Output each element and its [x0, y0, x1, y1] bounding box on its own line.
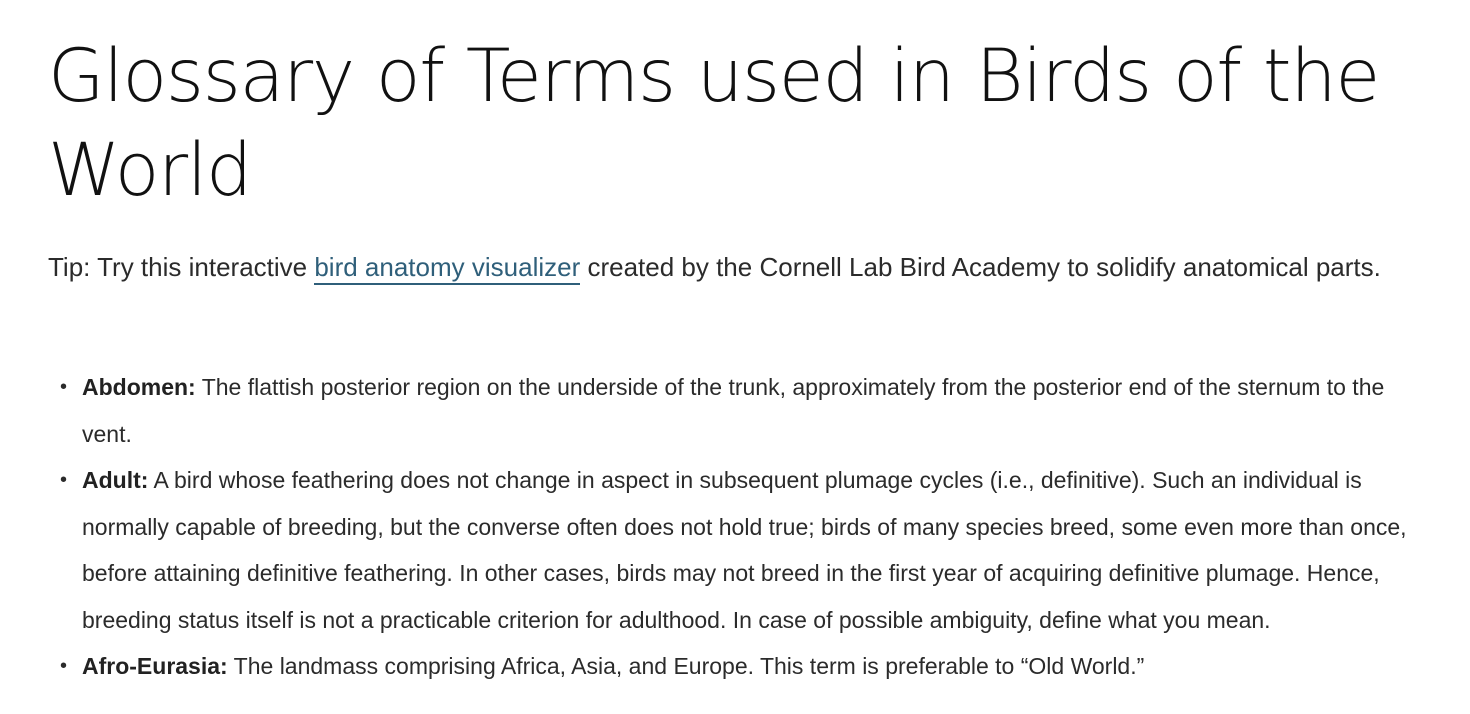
tip-paragraph — [48, 244, 1428, 291]
glossary-entry — [48, 643, 1428, 690]
glossary-term: Adult: — [82, 467, 149, 493]
glossary-entry — [48, 457, 1428, 643]
bird-anatomy-visualizer-link[interactable]: bird anatomy visualizer — [314, 252, 580, 285]
tip-suffix: created by the Cornell Lab Bird Academy to solidify anatomical parts. — [580, 252, 1381, 282]
glossary-list — [48, 364, 1428, 690]
glossary-entry — [48, 364, 1428, 457]
glossary-term: Afro-Eurasia: — [82, 653, 228, 679]
glossary-definition: A bird whose feathering does not change in aspect in subsequent plumage cycles (i.e., definitive). Such an individual is normally capable of breeding, but the converse often does not hold true; birds of many species breed, some even more than once, before attaining definitive feathering. In other cases, birds may not breed in the first year of acquiring definitive plumage. Hence, breeding status itself is not a practicable criterion for adulthood. In case of possible ambiguity, define what you mean. — [82, 467, 1407, 633]
bullet-icon: • — [60, 469, 68, 491]
glossary-definition: The landmass comprising Africa, Asia, and Europe. This term is preferable to “Old World.” — [227, 653, 1145, 679]
glossary-term: Abdomen: — [82, 374, 196, 400]
page-title: Glossary of Terms used in Birds of the World — [48, 34, 1380, 213]
bullet-icon: • — [60, 655, 68, 677]
glossary-definition: The flattish posterior region on the underside of the trunk, approximately from the posterior end of the sternum to the vent. — [82, 374, 1385, 447]
tip-prefix: Tip: Try this interactive — [48, 252, 315, 282]
bullet-icon: • — [60, 376, 68, 398]
